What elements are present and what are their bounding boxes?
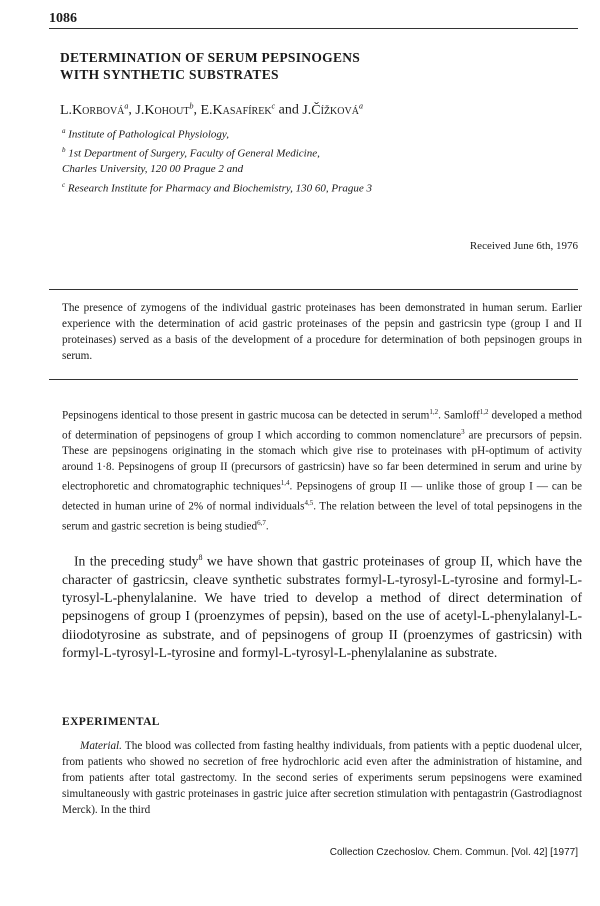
main-paragraph: In the preceding study$^8$ we have shown that gastric proteinases of group II, which have the character of gastricsin, cleave synthetic substrates formyl-L-tyrosyl-L-tyrosine and formyl-L-tyrosyl-L-phenylalanine. We have tried to develop a method of direct determination of pepsinogens of group I (proenzymes of pepsin), based on the use of acetyl-L-phenylalanyl-L-diiodotyrosine as substrate, and of pepsinogens of group II (proenzymes of gastricsin) with formyl-L-tyrosyl-L-tyrosine and formyl-L-tyrosyl-L-phenylalanine as substrate.	[62, 553, 582, 661]
affiliation-line: $^b$ 1st Department of Surgery, Faculty of General Medicine,	[62, 146, 320, 160]
material-label: Material.	[80, 740, 122, 752]
affiliation-line: Charles University, 120 00 Prague 2 and	[62, 163, 244, 176]
material-paragraph: Material. The blood was collected from fasting healthy individuals, from patients with a peptic duodenal ulcer, from patients who showed no secretion of free hydrochloric acid even after the administration of histamine, and from patients after total gastrectomy. In the second series of experiments serum pepsinogens were examined simultaneously with gastric proteinases in gastric juice after secretion stimulation with pentagastrin (Gastrodiagnost Merck). In the third	[62, 740, 582, 816]
received-date: Received June 6th, 1976	[469, 240, 578, 252]
page-number: 1086	[49, 11, 77, 26]
affiliation-line: $^a$ Institute of Pathological Physiology,	[62, 127, 229, 141]
author: J.Kohout$^b$	[135, 101, 194, 118]
affiliations	[62, 124, 372, 197]
intro-paragraph: Pepsinogens identical to those present in gastric mucosa can be detected in serum$^{1,2}$. Samloff$^{1,2}$ developed a method of determination of pepsinogens of group I which according to common nomenclature$^3$ are precursors of pepsin. These are pepsinogens originating in the stomach which give rise to proteinases with pH-optimum of activity around 1·8. Pepsinogens of group II (precursors of gastricsin) have so far been determined in serum and urine by electrophoretic and chromatographic techniques$^{1,4}$. Pepsinogens of group II — unlike those of group I — can be detected in human urine of 2% of normal individuals$^{4,5}$. The relation between the level of total pepsinogens in the serum and gastric secretion is being studied$^{6,7}$.	[62, 408, 583, 533]
author-list: L.Korbová$^a$, J.Kohout$^b$, E.Kasafírek$^c$ and J.Čížková$^a$	[60, 101, 363, 118]
top-rule	[49, 28, 578, 29]
abstract-bottom-rule	[49, 379, 578, 380]
title-line-2: WITH SYNTHETIC SUBSTRATES	[60, 67, 279, 82]
abstract: The presence of zymogens of the individual gastric proteinases has been demonstrated in human serum. Earlier experience with the determination of acid gastric proteinases of the pepsin and gastricsin type (group I and II proteinases) served as a basis of the development of a procedure for determination of both pepsinogen groups in serum.	[62, 302, 582, 362]
author: J.Čížková$^a$	[302, 101, 363, 118]
section-heading-experimental: EXPERIMENTAL	[62, 716, 160, 728]
affiliation-line: $^c$ Research Institute for Pharmacy and Biochemistry, 130 60, Prague 3	[62, 180, 373, 195]
title-line-1: DETERMINATION OF SERUM PEPSINOGENS	[60, 50, 361, 65]
abstract-top-rule	[49, 289, 578, 290]
author: E.Kasafírek$^c$	[200, 101, 276, 118]
author: L.Korbová$^a$	[60, 101, 129, 118]
article-title	[60, 49, 540, 83]
journal-footer: Collection Czechoslov. Chem. Commun. [Vol. 42] [1977]	[329, 847, 578, 858]
